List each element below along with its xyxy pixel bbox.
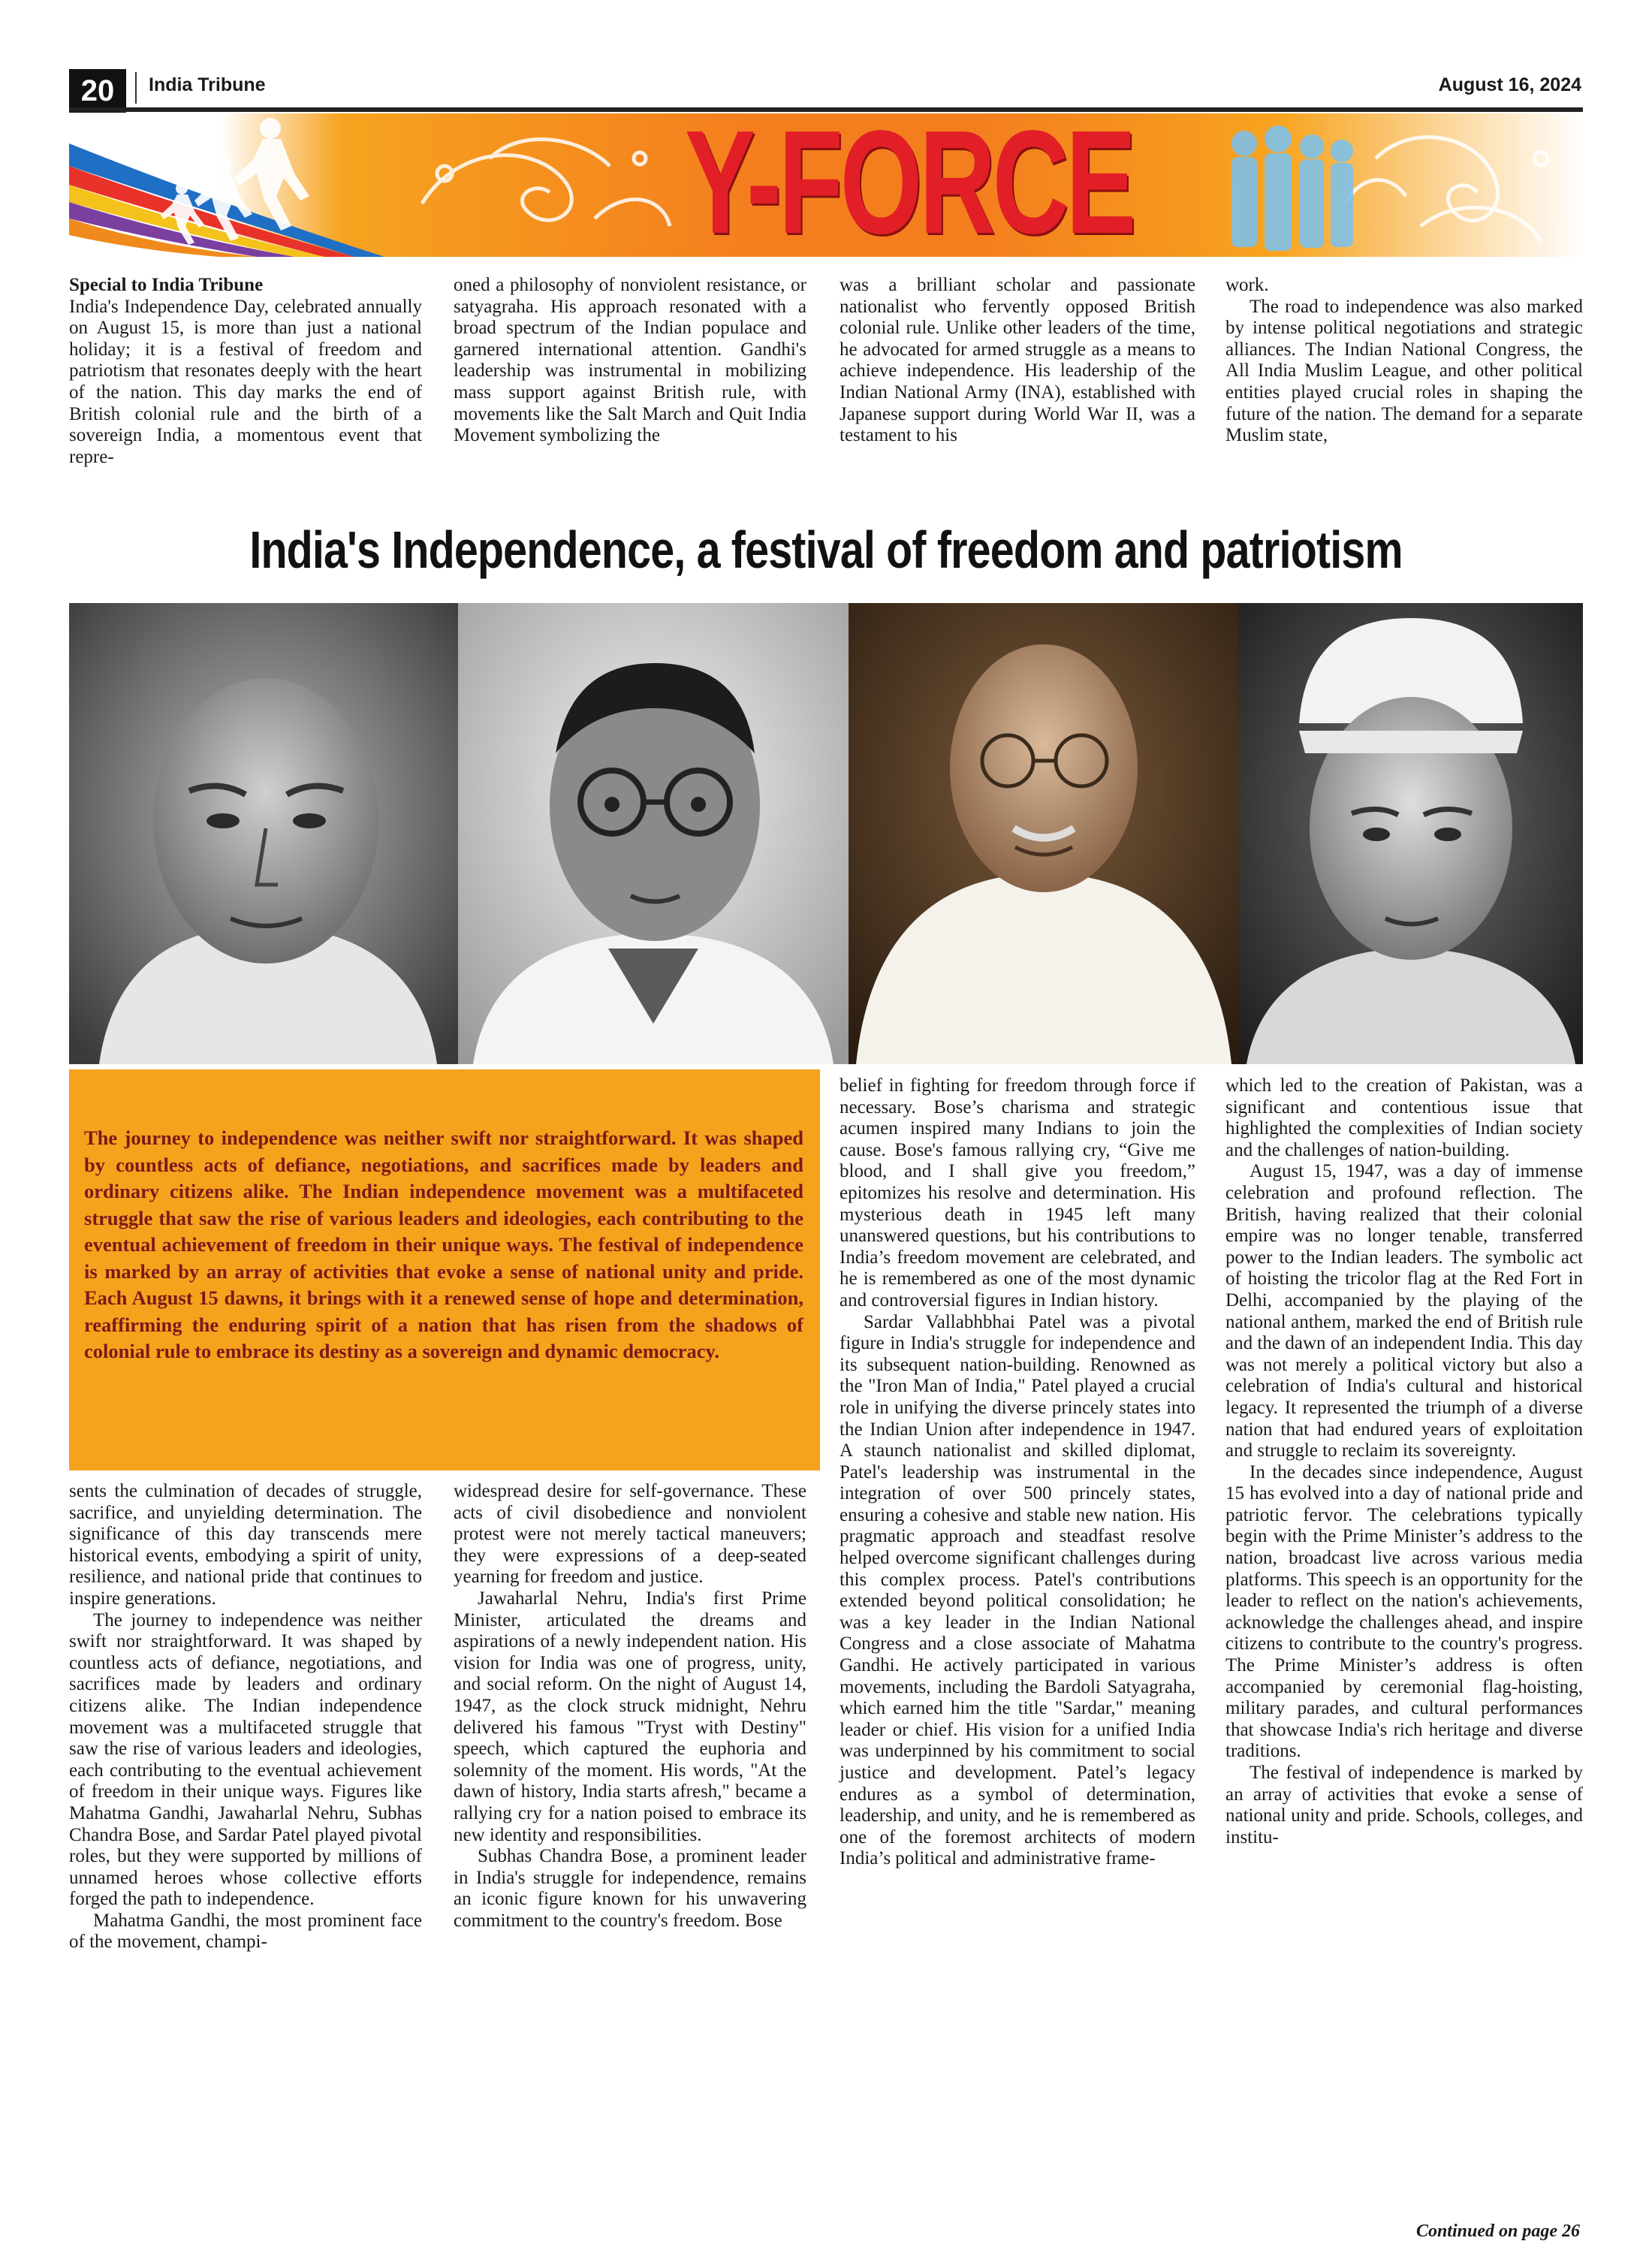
byline: Special to India Tribune bbox=[69, 275, 264, 295]
portrait-photo-1 bbox=[69, 603, 458, 1064]
paragraph: widespread desire for self-governance. These acts of civil disobedience and nonviolent protest were not merely tactical maneuvers; they were expressions of a deep-seated yearning for freedom and justice. bbox=[454, 1481, 806, 1588]
paragraph: work. bbox=[1225, 275, 1269, 295]
publication-name: India Tribune bbox=[149, 74, 266, 95]
bottom-column-3 bbox=[840, 1075, 1195, 1870]
paragraph: In the decades since independence, August 15 has evolved into a day of national pride and patriotic fervor. The celebrations typically begin with the Prime Minister’s address to the nation, broadcast live across various media platforms. This speech is an opportunity for the leader to reflect on the nation's achievements, acknowledge the challenges ahead, and inspire citizens to contribute to the country's progress. The Prime Minister’s address is often accompanied by ceremonial flag-hoisting, military parades, and cultural performances that showcase India's rich heritage and diverse traditions. bbox=[1225, 1461, 1583, 1762]
bottom-column-2 bbox=[454, 1481, 806, 1932]
pull-quote-text: The journey to independence was neither swift nor straightforward. It was shaped by countless acts of defiance, negotiations, and sacrifices made by leaders and ordinary citizens alike. The Indian independence movement was a multifaceted struggle that saw the rise of various leaders and ideologies, each contributing to the eventual achievement of freedom in their unique ways. The festival of independence is marked by an array of activities that evoke a sense of national unity and pride. Each August 15 dawns, it brings with it a renewed sense of hope and determination, reaffirming the enduring spirit of a nation that has risen from the shadows of colonial rule to embrace its destiny as a sovereign and dynamic democracy. bbox=[84, 1126, 803, 1362]
bottom-column-1 bbox=[69, 1481, 422, 1953]
article-headline: India's Independence, a festival of freedom and patriotism bbox=[249, 520, 1403, 579]
paragraph: The festival of independence is marked by an array of activities that evoke a sense of national unity and pride. Schools, colleges, and institu- bbox=[1225, 1763, 1583, 1847]
paragraph: Jawaharlal Nehru, India's first Prime Minister, articulated the dreams and aspirations of a newly independent nation. His vision for India was one of progress, unity, and social reform. On the night of August 14, 1947, as the clock struck midnight, Nehru delivered his famous "Tryst with Destiny" speech, which captured the euphoria and solemnity of the moment. His words, "At the dawn of history, India starts afresh," became a rallying cry for a nation poised to embrace its new identity and responsibilities. bbox=[454, 1588, 806, 1845]
paragraph: Mahatma Gandhi, the most prominent face of the movement, champi- bbox=[69, 1910, 422, 1953]
paragraph: India's Independence Day, celebrated annually on August 15, is more than just a national holiday; it is a festival of freedom and patriotism that resonates deeply with the heart of the nation. This day marks the end of British colonial rule and the birth of a sovereign India, a momentous event that repre- bbox=[69, 296, 422, 467]
paragraph: The journey to independence was neither swift nor straightforward. It was shaped by countless acts of defiance, negotiations, and sacrifices made by leaders and ordinary citizens alike. The Indian independence movement was a multifaceted struggle that saw the rise of various leaders and ideologies, each contributing to the eventual achievement of freedom in their unique ways. Figures like Mahatma Gandhi, Jawaharlal Nehru, Subhas Chandra Bose, and Sardar Patel played pivotal roles, but they were supported by millions of unnamed heroes whose collective efforts forged the path to independence. bbox=[69, 1609, 422, 1910]
floral-ornament-right-icon bbox=[1346, 137, 1548, 241]
bottom-column-4 bbox=[1225, 1075, 1583, 1848]
paragraph: oned a philosophy of nonviolent resistance, or satyagraha. His approach resonated with a broad spectrum of the Indian populace and garnered international attention. Gandhi's leadership was instrumental in mobilizing mass support against British rule, with movements like the Salt March and Quit India Movement symbolizing the bbox=[454, 275, 806, 446]
paragraph: Sardar Vallabhbhai Patel was a pivotal figure in India's struggle for independence and its subsequent nation-building. Renowned as the "Iron Man of India," Patel played a crucial role in unifying the diverse princely states into the Indian Union after independence in 1947. A staunch nationalist and skilled diplomat, Patel's leadership was instrumental in the integration of over 500 princely states, ensuring a cohesive and stable new nation. His pragmatic approach and steadfast resolve helped overcome significant challenges during this complex process. Patel's contributions extended beyond political consolidation; he was a key leader in the Indian National Congress and a close associate of Mahatma Gandhi. He actively participated in various movements, including the Bardoli Satyagraha, which earned him the title "Sardar," meaning leader or chief. His vision for a unified India was underpinned by his commitment to social justice and development. Patel’s legacy endures as a symbol of determination, leadership, and unity, and he is remembered as one of the foremost architects of modern India’s political and administrative frame- bbox=[840, 1311, 1195, 1869]
continued-notice[interactable]: Continued on page 26 bbox=[1415, 2221, 1580, 2241]
top-column-3 bbox=[840, 275, 1195, 447]
paragraph: The road to independence was also marked by intense political negotiations and strategic alliances. The Indian National Congress, the All India Muslim League, and other political entities played crucial roles in shaping the future of the nation. The demand for a separate Muslim state, bbox=[1225, 296, 1583, 446]
floral-ornament-left-icon bbox=[422, 140, 670, 226]
page-number: 20 bbox=[69, 69, 126, 113]
business-people-icon bbox=[1231, 125, 1353, 251]
portrait-photo-3 bbox=[849, 603, 1239, 1064]
paragraph: August 15, 1947, was a day of immense celebration and profound reflection. The British, having realized that their colonial empire was no longer tenable, transferred power to the Indian leaders. The symbolic act of hoisting the tricolor flag at the Red Fort in Delhi, accompanied by the playing of the national anthem, marked the end of British rule and the dawn of an independent India. This day was not merely a political victory but also a celebration of India's cultural and historical legacy. It represented the triumph of a diverse nation that had endured years of exploitation and struggle to reclaim its sovereignty. bbox=[1225, 1161, 1583, 1461]
banner-title: Y-FORCE bbox=[685, 113, 1134, 257]
paragraph: which led to the creation of Pakistan, was a significant and contentious issue that highlighted the complexities of Indian society and the challenges of nation-building. bbox=[1225, 1075, 1583, 1160]
paragraph: Subhas Chandra Bose, a prominent leader in India's struggle for independence, remains an iconic figure known for his unwavering commitment to the country's freedom. Bose bbox=[454, 1846, 806, 1931]
portrait-photo-4 bbox=[1239, 603, 1583, 1064]
portrait-photo-2 bbox=[458, 603, 849, 1064]
header-separator bbox=[135, 72, 137, 104]
top-column-4 bbox=[1225, 275, 1583, 447]
paragraph: belief in fighting for freedom through force if necessary. Bose’s charisma and strategic acumen inspired many Indians to join the cause. Bose's famous rallying cry, “Give me blood, and I shall give you freedom,” epitomizes his resolve and determination. His mysterious death in 1945 left many unanswered questions, but his contributions to India’s freedom movement are celebrated, and he is remembered as one of the most dynamic and controversial figures in Indian history. bbox=[840, 1075, 1195, 1310]
publication-date: August 16, 2024 bbox=[1438, 74, 1581, 95]
paragraph: was a brilliant scholar and passionate nationalist who fervently opposed British colonial rule. Unlike other leaders of the time, he advocated for armed struggle as a means to achieve independence. His leadership of the Indian National Army (INA), established with Japanese support during World War II, was a testament to his bbox=[840, 275, 1195, 446]
top-column-2 bbox=[454, 275, 806, 447]
header-rule bbox=[69, 107, 1583, 112]
top-column-1 bbox=[69, 275, 422, 468]
section-banner bbox=[69, 113, 1583, 257]
pull-quote-box bbox=[69, 1069, 820, 1470]
paragraph: sents the culmination of decades of struggle, sacrifice, and unyielding determination. The significance of this day transcends mere historical events, embodying a spirit of unity, resilience, and national pride that continues to inspire generations. bbox=[69, 1481, 422, 1609]
